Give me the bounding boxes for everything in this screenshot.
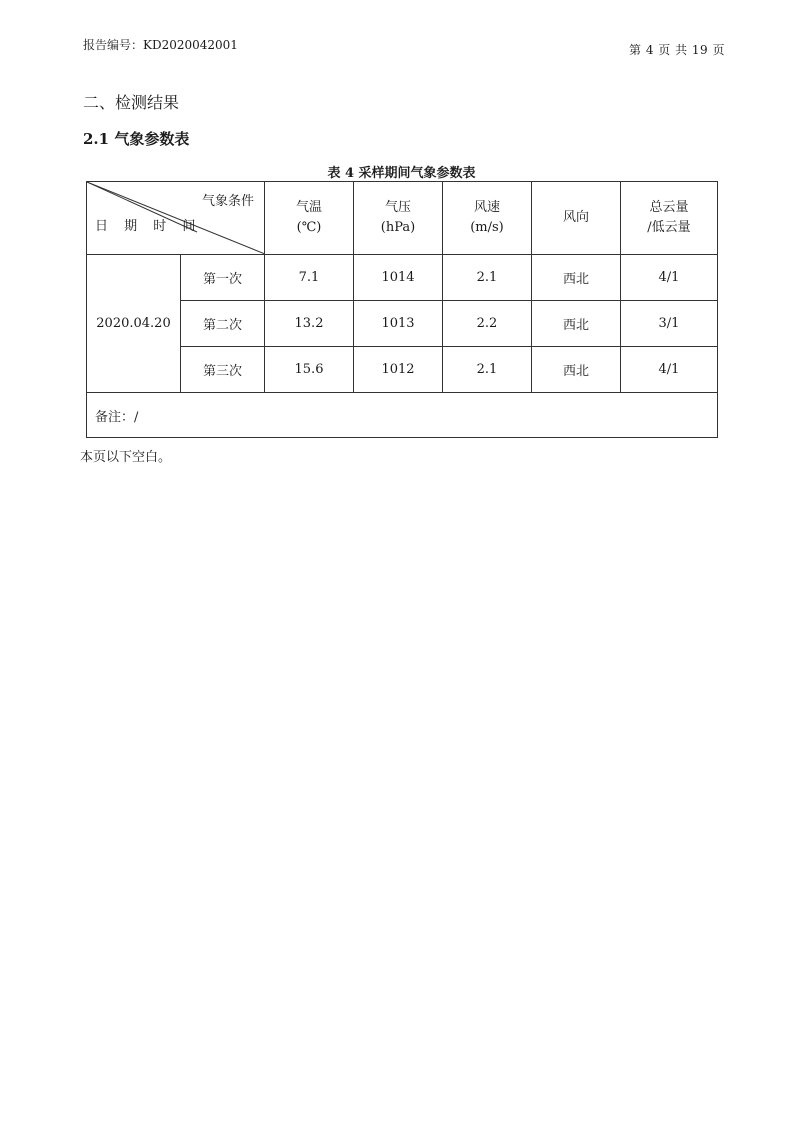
wind-direction-cell: 西北: [532, 301, 621, 347]
temp-cell: 7.1: [265, 255, 354, 301]
wind-speed-cell: 2.1: [443, 255, 532, 301]
column-header-unit: (hPa): [380, 220, 416, 235]
table-row: [87, 347, 718, 393]
table-row: [87, 255, 718, 301]
time-cell: 第二次: [181, 301, 265, 347]
weather-parameter-table: [86, 181, 718, 438]
subsection-heading: 2.1 气象参数表: [83, 130, 190, 148]
table-caption: 表 4 采样期间气象参数表: [327, 166, 476, 181]
column-header-cloud: [621, 182, 718, 255]
pressure-cell: 1012: [354, 347, 443, 393]
wind-direction-cell: 西北: [532, 347, 621, 393]
cloud-cell: 3/1: [621, 301, 718, 347]
column-header-temp: [265, 182, 354, 255]
column-header-line: 气温: [295, 200, 322, 215]
column-header-unit: /低云量: [647, 220, 691, 235]
pressure-cell: 1013: [354, 301, 443, 347]
remark-row: [87, 393, 718, 438]
cloud-cell: 4/1: [621, 255, 718, 301]
wind-speed-cell: 2.1: [443, 347, 532, 393]
column-header-line: 风速: [473, 200, 500, 215]
table-row: [87, 301, 718, 347]
table-header-row: [87, 182, 718, 255]
column-header-wind-direction: [532, 182, 621, 255]
diag-label-condition: 气象条件: [201, 194, 254, 209]
time-cell: 第一次: [181, 255, 265, 301]
temp-cell: 13.2: [265, 301, 354, 347]
diag-label-date-time: 日 期 时 间: [95, 219, 196, 234]
column-header-line: 风向: [562, 210, 589, 225]
column-header-pressure: [354, 182, 443, 255]
wind-direction-cell: 西北: [532, 255, 621, 301]
wind-speed-cell: 2.2: [443, 301, 532, 347]
column-header-unit: (m/s): [470, 220, 504, 235]
column-header-line: 气压: [384, 200, 411, 215]
section-heading: 二、检测结果: [83, 93, 180, 112]
page-number: 第 4 页 共 19 页: [629, 43, 725, 57]
column-header-wind-speed: [443, 182, 532, 255]
remark-cell: 备注：/: [87, 393, 718, 438]
column-header-unit: (℃): [296, 220, 322, 235]
report-number: 报告编号：KD2020042001: [83, 38, 238, 52]
diagonal-header-cell: [87, 182, 265, 255]
column-header-line: 总云量: [649, 200, 689, 215]
cloud-cell: 4/1: [621, 347, 718, 393]
temp-cell: 15.6: [265, 347, 354, 393]
pressure-cell: 1014: [354, 255, 443, 301]
time-cell: 第三次: [181, 347, 265, 393]
blank-page-note: 本页以下空白。: [80, 450, 172, 465]
date-cell: 2020.04.20: [87, 255, 181, 393]
